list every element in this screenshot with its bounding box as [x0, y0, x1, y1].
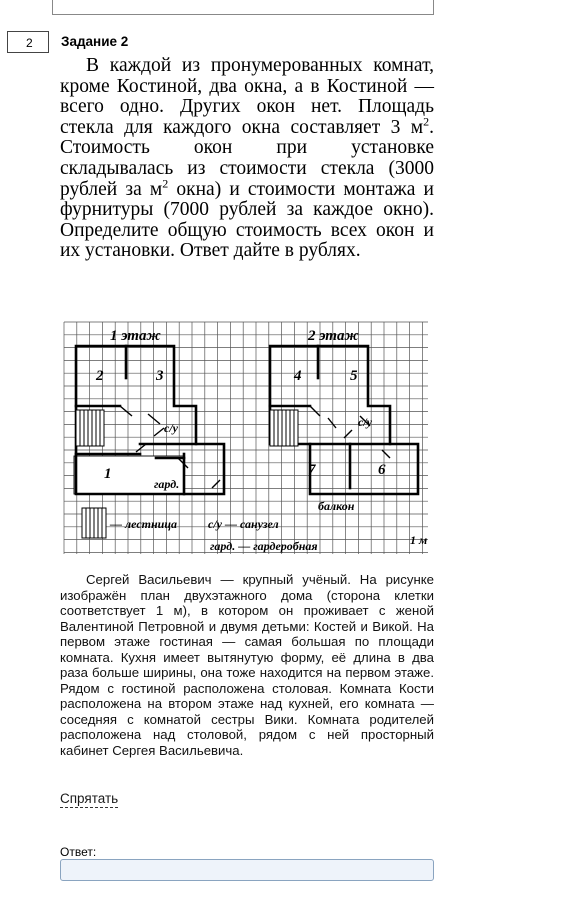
legend-stairs: — лестница	[110, 517, 177, 531]
task-title: Задание 2	[61, 34, 129, 49]
story-text: Сергей Васильевич — крупный учёный. На рисунке изображён план двухэтажного дома (сторона клетки соответствует 1 м), в котором он проживает с женой Валентиной Петровной и двумя детьми: Костей и Викой. На первом этаже гостиная — самая большая по площади комната. Кухня имеет вытянутую форму, её длина в два раза больше ширины, она тоже находится на первом этаже. Рядом с гостиной расположена столовая. Комната Кости расположена на втором этаже над кухней, его комната — соседняя с комнатой сестры Вики. Комната родителей расположена над столовой, рядом с ней просторный кабинет Сергея Васильевича.	[60, 572, 434, 758]
room-7-label: 7	[308, 462, 316, 478]
room-6-label: 6	[378, 462, 386, 478]
legend-wardrobe: гард. — гардеробная	[210, 539, 318, 553]
answer-label: Ответ:	[60, 845, 97, 859]
wardrobe-label: гард.	[154, 477, 180, 491]
previous-block-edge	[52, 0, 434, 15]
floor2-label: 2 этаж	[308, 328, 359, 344]
room-3-label: 3	[156, 368, 164, 384]
floor1-label: 1 этаж	[110, 328, 161, 344]
room-1-label: 1	[104, 466, 112, 482]
room-2-label: 2	[96, 368, 104, 384]
room-5-label: 5	[350, 368, 358, 384]
answer-input[interactable]	[60, 859, 434, 881]
house-floor-plan	[60, 318, 432, 558]
room-4-label: 4	[294, 368, 302, 384]
bathroom-label-floor1: с/у	[164, 421, 178, 435]
legend-bathroom: с/у — санузел	[208, 517, 279, 531]
balcony-label: балкон	[318, 499, 355, 513]
scale-label: 1 м	[410, 533, 428, 547]
problem-text: В каждой из пронумерованных комнат, кроме Костиной, два окна, а в Костиной — всего одно. Других окон нет. Площадь стекла для каждого окна составляет 3 $м^2$. Стоимость окон при установке складывалась из стоимости стекла (3000 рублей за $м^2$ окна) и стоимости монтажа и фурнитуры (7000 рублей за каждое окно). Определите общую стоимость всех окон и их установки. Ответ дайте в рублях.	[60, 55, 434, 262]
hide-link[interactable]: Спрятать	[60, 791, 119, 806]
task-number-box: 2	[7, 31, 49, 53]
bathroom-label-floor2: с/у	[358, 415, 372, 429]
